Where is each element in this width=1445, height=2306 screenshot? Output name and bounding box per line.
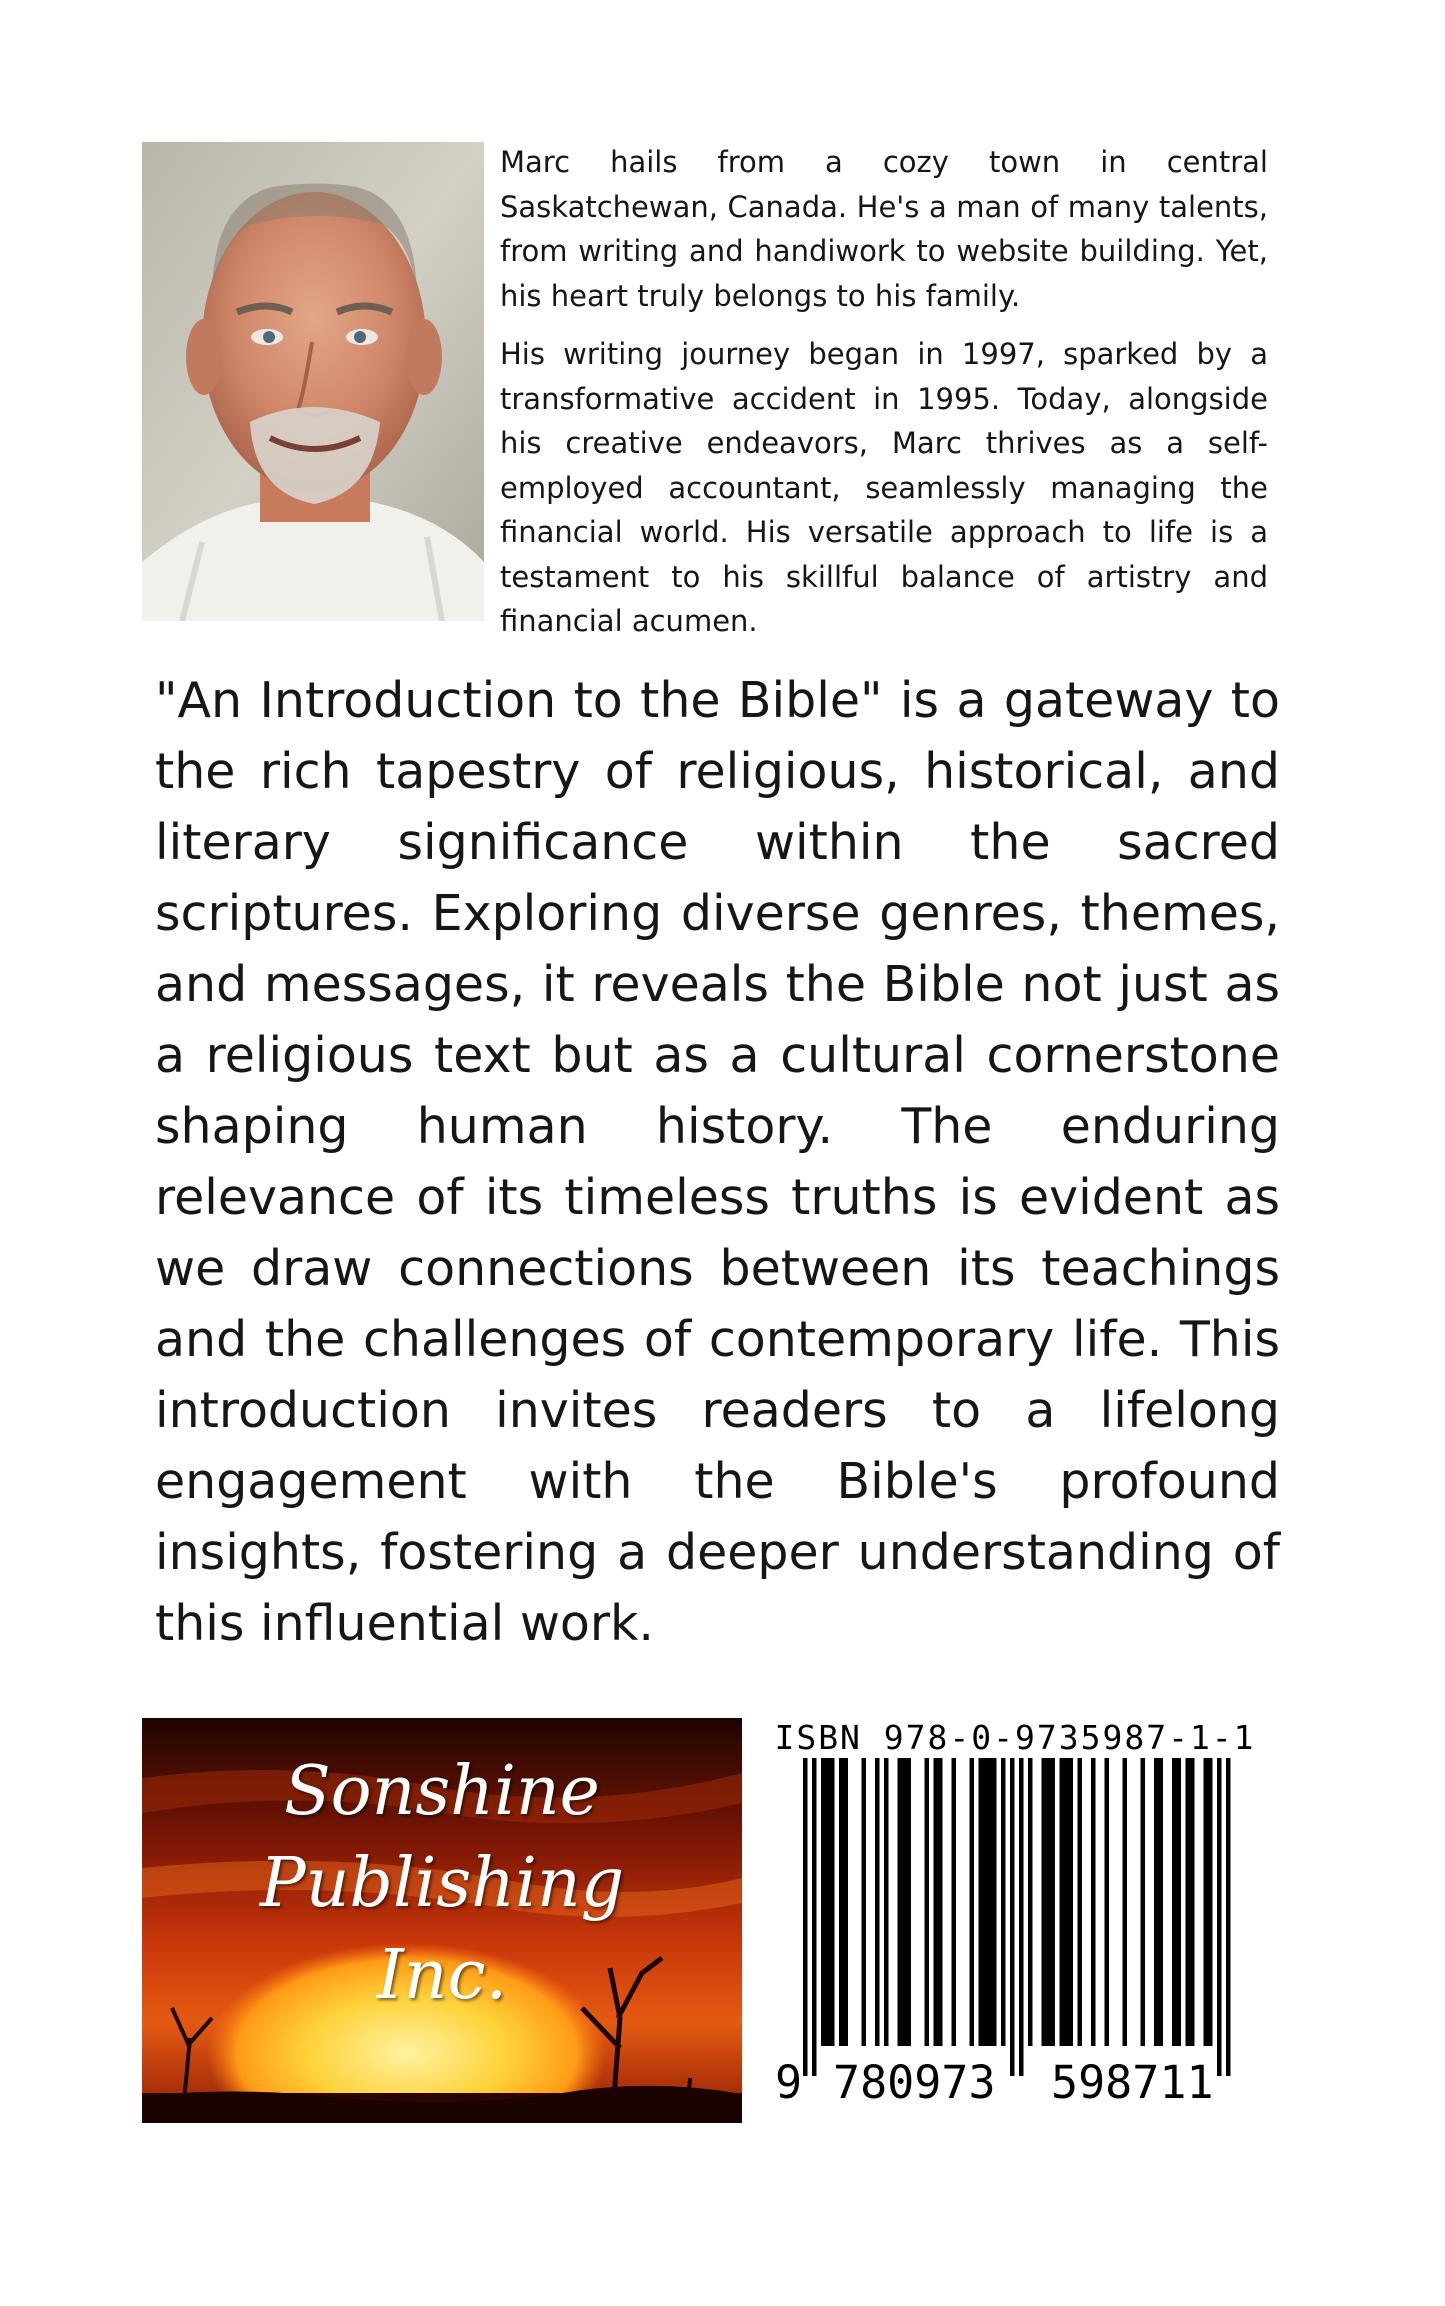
barcode-bar — [934, 1758, 939, 2046]
barcode-bar — [992, 1758, 997, 2046]
barcode-bar — [1019, 1758, 1024, 2076]
barcode-left-digits: 780973 — [833, 2056, 996, 2109]
barcode-bar — [1141, 1758, 1146, 2046]
barcode-bar — [979, 1758, 984, 2046]
barcode-bar — [830, 1758, 835, 2046]
barcode-bar — [1001, 1758, 1006, 2046]
barcode-bar — [875, 1758, 880, 2046]
barcode-bar — [821, 1758, 826, 2046]
barcode-bar — [812, 1758, 817, 2076]
barcode-bar — [1042, 1758, 1047, 2046]
barcode-bar — [1154, 1758, 1159, 2046]
barcode-bar — [1010, 1758, 1015, 2076]
barcode-right-digits: 598711 — [1051, 2056, 1214, 2109]
isbn-label: ISBN 978-0-9735987-1-1 — [774, 1718, 1256, 1757]
barcode-bar — [983, 1758, 988, 2046]
publisher-name-line-1: Sonshine — [284, 1752, 600, 1831]
barcode-bar — [1028, 1758, 1033, 2046]
barcode-bar — [970, 1758, 975, 2046]
barcode-bar — [898, 1758, 903, 2046]
barcode-bar — [988, 1758, 993, 2046]
publisher-name-line-3: Inc. — [376, 1936, 508, 2015]
publisher-logo — [142, 1718, 742, 2123]
barcode-bar — [862, 1758, 867, 2046]
barcode-bar — [938, 1758, 943, 2046]
barcode-bar — [1204, 1758, 1209, 2046]
barcode-bar — [902, 1758, 907, 2046]
barcode-bar — [803, 1758, 808, 2076]
author-portrait-image — [142, 142, 484, 621]
barcode-bar — [1177, 1758, 1182, 2046]
barcode-bar — [1123, 1758, 1128, 2046]
author-photo — [142, 142, 484, 621]
barcode-bar — [844, 1758, 849, 2046]
isbn-barcode — [755, 1718, 1275, 2123]
barcode-bar — [925, 1758, 930, 2046]
barcode-bar — [1064, 1758, 1069, 2046]
barcode-bar — [1208, 1758, 1213, 2046]
barcode-bar — [1091, 1758, 1096, 2046]
barcode-bar — [839, 1758, 844, 2046]
book-description: "An Introduction to the Bible" is a gateway to the rich tapestry of religious, historical, and literary significance within the sacred scriptures. Exploring diverse genres, themes, and messages, it reveals the Bible not just as a religious text but as a cultural cornerstone shaping human history. The enduring relevance of its timeless truths is evident as we draw connections between its teachings and the challenges of contemporary life. This introduction invites readers to a lifelong engagement with the Bible's profound insights, fostering a deeper understanding of this influential work. — [155, 672, 1280, 1652]
barcode-bars — [755, 1758, 1275, 2083]
barcode-bar — [952, 1758, 957, 2046]
barcode-bar — [826, 1758, 831, 2046]
barcode-bar — [1172, 1758, 1177, 2046]
barcode-bar — [1046, 1758, 1051, 2046]
publisher-name-line-2: Publishing — [259, 1844, 625, 1923]
barcode-bar — [1078, 1758, 1083, 2046]
barcode-bar — [884, 1758, 889, 2046]
barcode-bar — [1069, 1758, 1074, 2046]
barcode-bar — [1159, 1758, 1164, 2046]
bio-paragraph-1: Marc hails from a cozy town in central Saskatchewan, Canada. He's a man of many talents, from writing and handiwork to website building. Yet, his heart truly belongs to his family. — [500, 145, 1268, 313]
barcode-bar — [907, 1758, 912, 2046]
barcode-lead-digit: 9 — [775, 2056, 803, 2109]
barcode-bar — [1217, 1758, 1222, 2076]
barcode-bar — [1051, 1758, 1056, 2046]
bio-paragraph-2: His writing journey began in 1997, sparked by a transformative accident in 1995. Today, alongside his creative endeavors, Marc thrives as a self-employed accountant, seamlessly managing the financial world. His versatile approach to life is a testament to his skillful balance of artistry and financial acumen. — [500, 337, 1268, 638]
barcode-bar — [1186, 1758, 1191, 2046]
author-bio — [500, 140, 1268, 658]
barcode-bar — [1105, 1758, 1110, 2046]
barcode-bar — [1190, 1758, 1195, 2046]
barcode-bar — [1226, 1758, 1231, 2076]
barcode-bar — [1060, 1758, 1065, 2046]
